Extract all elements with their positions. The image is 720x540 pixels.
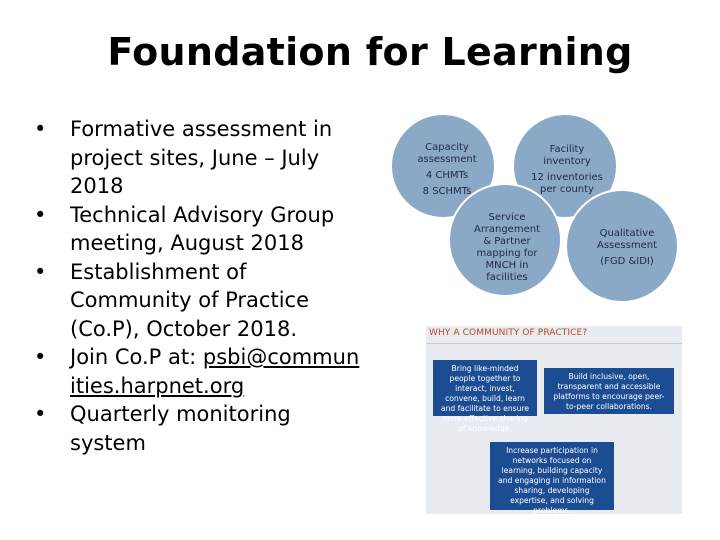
svg-text:Capacity: Capacity: [425, 142, 469, 153]
bullet-item: • Quarterly monitoring system: [30, 400, 360, 457]
cop-email-link[interactable]: psbi@communities.harpnet.org: [70, 345, 360, 398]
bullet-item: • Establishment of Community of Practice (Co.P), October 2018.: [30, 258, 360, 344]
svg-text:Arrangement: Arrangement: [473, 224, 541, 235]
venn-diagram: [385, 108, 685, 308]
bullet-item: [30, 343, 360, 400]
cop-reason-box: Bring like-minded people together to interact, invest, convene, build, learn and facilitate to ensure more effective sharing of knowledge.: [433, 360, 537, 416]
cop-reason-box: Build inclusive, open, transparent and accessible platforms to encourage peer-to-peer collaborations.: [544, 368, 674, 414]
cop-reason-box: Increase participation in networks focused on learning, building capacity and engaging in information sharing, developing expertise, and solving problems.: [490, 442, 614, 510]
svg-text:MNCH in: MNCH in: [485, 260, 529, 271]
qualitative-label: [597, 228, 657, 267]
cop-heading: WHY A COMMUNITY OF PRACTICE?: [429, 328, 588, 338]
svg-text:(FGD &IDI): (FGD &IDI): [600, 256, 654, 267]
svg-text:4 CHMTs: 4 CHMTs: [425, 170, 469, 181]
community-of-practice-graphic: [426, 326, 682, 514]
bullet-item: • Technical Advisory Group meeting, August 2018: [30, 201, 360, 258]
svg-text:8 SCHMTs: 8 SCHMTs: [422, 186, 472, 197]
svg-text:& Partner: & Partner: [483, 236, 531, 247]
bullet-list: [30, 115, 360, 457]
bullet-text: Join Co.P at:: [70, 345, 197, 369]
svg-text:facilities: facilities: [486, 272, 528, 283]
svg-text:Qualitative: Qualitative: [599, 228, 655, 239]
svg-text:Facility: Facility: [549, 144, 585, 155]
svg-text:Service: Service: [488, 212, 526, 223]
bullet-item: • Formative assessment in project sites, June – July 2018: [30, 115, 360, 201]
slide-title: Foundation for Learning: [107, 30, 633, 74]
divider: [426, 343, 682, 344]
svg-text:12 inventories: 12 inventories: [531, 172, 603, 183]
svg-text:assessment: assessment: [417, 154, 477, 165]
svg-text:Assessment: Assessment: [597, 240, 657, 251]
svg-text:mapping for: mapping for: [476, 248, 538, 259]
capacity-label: [417, 142, 476, 197]
svg-text:inventory: inventory: [543, 156, 591, 167]
svg-text:per county: per county: [540, 184, 594, 195]
